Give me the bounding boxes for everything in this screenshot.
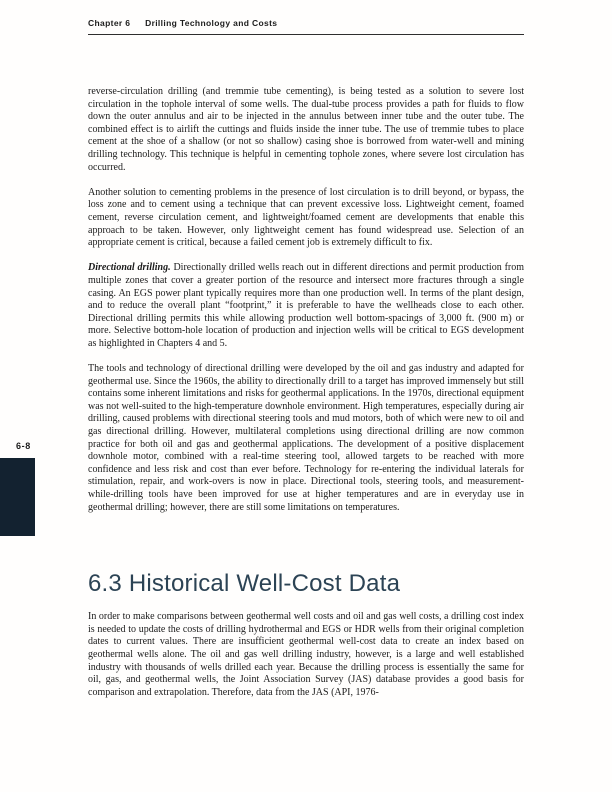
- page-header: [88, 18, 524, 35]
- body-paragraph: reverse-circulation drilling (and tremmie tube cementing), is being tested as a solution to severe lost circulation in the tophole interval of some wells. The dual-tube process provides a path for fluids to flow down the outer annulus and air to be injected in the annulus between inner tube and the outer tube. The combined effect is to airlift the cuttings and fluids inside the inner tube. The use of tremmie tubes to place cement at the shoe of a shallow (or not so shallow) casing shoe is borrowed from water-well and mining drilling technology. This technique is helpful in cementing tophole zones, where severe lost circulation has occurred.: [88, 86, 524, 173]
- paragraph-lead-in: Directional drilling.: [88, 262, 171, 274]
- chapter-title: Drilling Technology and Costs: [145, 18, 278, 28]
- page-content: [88, 86, 524, 712]
- body-paragraph: [88, 262, 524, 350]
- body-paragraph: In order to make comparisons between geothermal well costs and oil and gas well costs, a drilling cost index is needed to update the costs of drilling hydrothermal and EGS or HDR wells from their original completion dates to current values. There are insufficient geothermal well-cost data to create an index based on geothermal wells alone. The oil and gas well drilling industry, however, is a large and well established industry with thousands of wells drilled each year. Because the drilling process is essentially the same for oil, gas, and geothermal wells, the Joint Association Survey (JAS) database provides a good basis for comparison and extrapolation. Therefore, data from the JAS (API, 1976-: [88, 611, 524, 698]
- page-number: 6-8: [16, 441, 31, 451]
- chapter-label: Chapter 6: [88, 18, 131, 28]
- paragraph-text: Directionally drilled wells reach out in different directions and permit production from multiple zones that cover a greater portion of the resource and intersect more fractures through a single casing. An EGS power plant typically requires more than one production well. In terms of the plant design, and to reduce the overall plant “footprint,” it is preferable to have the wellheads close to each other. Directional drilling permits this while allowing production well bottom-spacings of 3,000 ft. (900 m) or more. Selective bottom-hole location of production and injection wells will be critical to EGS development as highlighted in Chapters 4 and 5.: [88, 262, 525, 349]
- body-paragraph: The tools and technology of directional drilling were developed by the oil and gas industry and adapted for geothermal use. Since the 1960s, the ability to directionally drill to a target has improved immensely but still contains some inherent limitations and risks for geothermal applications. In the 1970s, directional equipment was not well-suited to the high-temperature downhole environment. High temperatures, especially during air drilling, caused problems with directional steering tools and mud motors, both of which were new to oil and gas directional drilling. However, multilateral completions using directional drilling are now common practice for both oil and gas and geothermal applications. The development of a positive displacement downhole motor, combined with a real-time steering tool, allowed targets to be reached with more confidence and less risk and cost than ever before. Technology for re-entering the individual laterals for stimulation, repair, and work-overs is now in place. Directional tools, steering tools, and measurement-while-drilling tools have been improved for use at higher temperatures and are in everyday use in geothermal drilling; however, there are still some limitations on temperatures.: [88, 363, 524, 513]
- section-heading: 6.3 Historical Well-Cost Data: [88, 570, 401, 598]
- chapter-edge-tab: [0, 458, 35, 536]
- body-paragraph: Another solution to cementing problems in the presence of lost circulation is to drill beyond, or bypass, the loss zone and to cement using a technique that can prevent excessive loss. Lightweight cement, foamed cement, reverse circulation cement, and lightweight/foamed cement are developments that enable this approach to be taken. However, only lightweight cement has found widespread use. Selection of an appropriate cement is critical, because a failed cement job is extremely difficult to fix.: [88, 186, 524, 249]
